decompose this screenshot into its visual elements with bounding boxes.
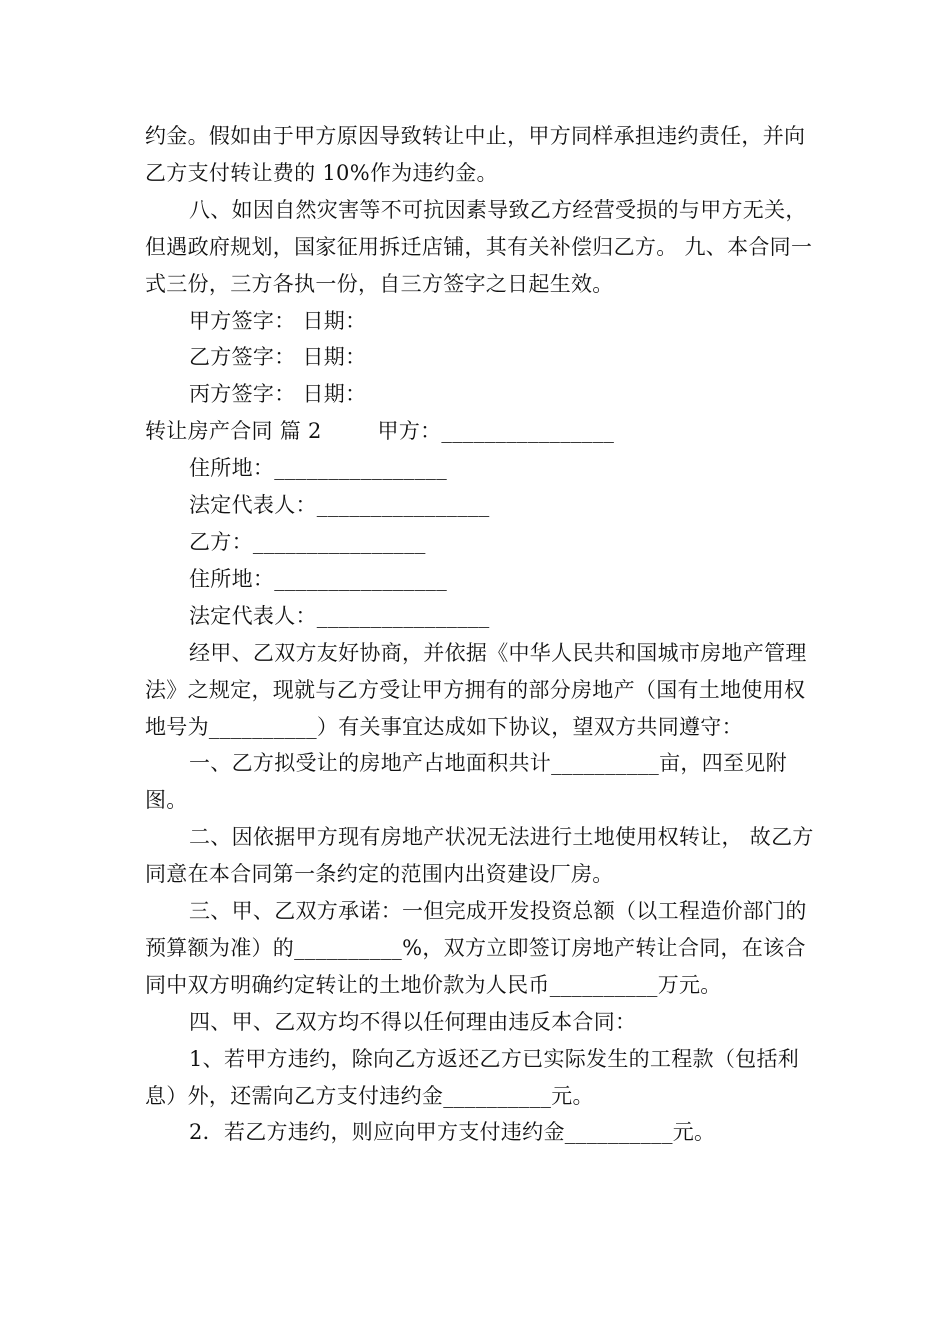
paragraph-clause-4-item-1: 1、若甲方违约，除向乙方返还乙方已实际发生的工程款（包括利息）外，还需向乙方支付违约金__________元。	[145, 1046, 800, 1108]
paragraph-penalty-continuation: 约金。假如由于甲方原因导致转让中止，甲方同样承担违约责任，并向乙方支付转让费的 10%作为违约金。	[145, 124, 806, 185]
paragraph-clause-8-9: 八、如因自然灾害等不可抗因素导致乙方经营受损的与甲方无关，但遇政府规划，国家征用拆迁店铺，其有关补偿归乙方。 九、本合同一式三份，三方各执一份，自三方签字之日起生效。	[145, 197, 813, 296]
paragraph-clause-4-item-2: 2．若乙方违约，则应向甲方支付违约金__________元。	[189, 1120, 716, 1145]
paragraph-clause-3: 三、甲、乙双方承诺：一但完成开发投资总额（以工程造价部门的预算额为准）的__________%，双方立即签订房地产转让合同，在该合同中双方明确约定转让的土地价款为人民币__________万元。	[145, 899, 807, 997]
signature-line-party-b: 乙方签字： 日期：	[189, 345, 367, 370]
party-a-representative-line: 法定代表人：________________	[189, 493, 490, 518]
paragraph-clause-1: 一、乙方拟受让的房地产占地面积共计__________亩，四至见附图。	[145, 751, 787, 813]
contract-2-heading: 转让房产合同 篇 2 甲方：________________	[145, 419, 615, 444]
document-body	[145, 118, 817, 1151]
paragraph-clause-2: 二、因依据甲方现有房地产状况无法进行土地使用权转让， 故乙方同意在本合同第一条约定的范围内出资建设厂房。	[145, 825, 814, 887]
party-b-representative-line: 法定代表人：________________	[189, 603, 490, 628]
party-b-address-line: 住所地：________________	[189, 566, 447, 591]
paragraph-preamble: 经甲、乙双方友好协商，并依据《中华人民共和国城市房地产管理法》之规定，现就与乙方受让甲方拥有的部分房地产（国有土地使用权地号为__________）有关事宜达成如下协议，望双方共同遵守：	[145, 640, 807, 739]
signature-line-party-c: 丙方签字： 日期：	[189, 382, 367, 407]
signature-line-party-a: 甲方签字： 日期：	[189, 308, 367, 333]
paragraph-clause-4: 四、甲、乙双方均不得以任何理由违反本合同：	[189, 1009, 637, 1034]
party-a-address-line: 住所地：________________	[189, 456, 447, 481]
party-b-line: 乙方：________________	[189, 529, 426, 554]
